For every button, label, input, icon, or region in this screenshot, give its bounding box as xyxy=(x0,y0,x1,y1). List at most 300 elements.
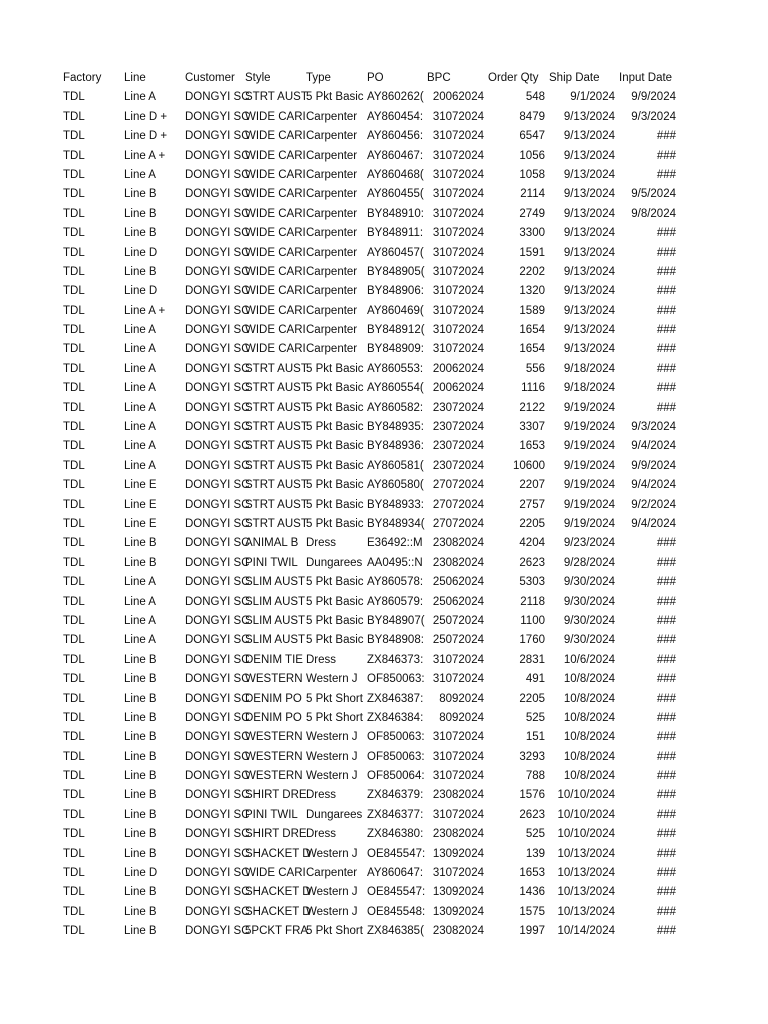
cell-style: WIDE CARI xyxy=(245,343,306,356)
cell-bpc: 23072024 xyxy=(432,459,484,472)
cell-bpc: 8092024 xyxy=(439,692,484,705)
cell-po: OF850063: xyxy=(367,731,425,744)
table-row xyxy=(0,767,768,786)
cell-bpc: 23072024 xyxy=(432,440,484,453)
cell-factory: TDL xyxy=(63,692,85,705)
cell-type: Dress xyxy=(306,537,337,550)
cell-po: ZX846385( xyxy=(367,925,424,938)
cell-input-date: 9/8/2024 xyxy=(631,207,676,220)
cell-order-qty: 139 xyxy=(525,847,545,860)
cell-factory: TDL xyxy=(63,886,85,899)
cell-factory: TDL xyxy=(63,673,85,686)
cell-type: 5 Pkt Short xyxy=(306,925,363,938)
cell-customer: DONGYI SC xyxy=(185,595,250,608)
cell-input-date: ### xyxy=(656,362,676,375)
cell-order-qty: 788 xyxy=(525,770,545,783)
cell-po: AY860468( xyxy=(367,168,424,181)
cell-line: Line A xyxy=(124,459,156,472)
cell-factory: TDL xyxy=(63,750,85,763)
cell-factory: TDL xyxy=(63,110,85,123)
cell-line: Line B xyxy=(124,265,157,278)
cell-input-date: ### xyxy=(656,265,676,278)
cell-input-date: 9/4/2024 xyxy=(631,517,676,530)
cell-style: WIDE CARI xyxy=(245,227,306,240)
cell-factory: TDL xyxy=(63,789,85,802)
cell-po: AY860454: xyxy=(367,110,424,123)
cell-order-qty: 1100 xyxy=(520,614,545,627)
table-row xyxy=(0,593,768,612)
cell-ship-date: 9/13/2024 xyxy=(563,168,615,181)
cell-bpc: 25072024 xyxy=(432,634,484,647)
cell-style: SHIRT DRE xyxy=(245,789,307,802)
cell-line: Line E xyxy=(124,498,157,511)
cell-input-date: 9/3/2024 xyxy=(631,421,676,434)
cell-input-date: ### xyxy=(656,789,676,802)
cell-line: Line B xyxy=(124,905,157,918)
cell-factory: TDL xyxy=(63,556,85,569)
cell-customer: DONGYI SC xyxy=(185,227,250,240)
cell-style: WIDE CARI xyxy=(245,149,306,162)
cell-factory: TDL xyxy=(63,188,85,201)
cell-customer: DONGYI SC xyxy=(185,673,250,686)
cell-bpc: 31072024 xyxy=(432,188,484,201)
cell-type: Western J xyxy=(306,886,358,899)
cell-ship-date: 9/13/2024 xyxy=(563,110,615,123)
table-row xyxy=(0,302,768,321)
cell-ship-date: 9/23/2024 xyxy=(563,537,615,550)
cell-po: ZX846384: xyxy=(367,711,424,724)
cell-type: Dress xyxy=(306,828,337,841)
cell-factory: TDL xyxy=(63,207,85,220)
cell-factory: TDL xyxy=(63,711,85,724)
cell-po: BY848933: xyxy=(367,498,424,511)
cell-input-date: 9/5/2024 xyxy=(631,188,676,201)
cell-customer: DONGYI SC xyxy=(185,847,250,860)
cell-input-date: 9/9/2024 xyxy=(631,91,676,104)
cell-customer: DONGYI SC xyxy=(185,401,250,414)
cell-po: BY848911: xyxy=(367,227,424,240)
cell-style: 5PCKT FRA xyxy=(245,925,309,938)
cell-po: AY860262( xyxy=(367,91,424,104)
cell-ship-date: 10/10/2024 xyxy=(557,808,615,821)
table-row xyxy=(0,360,768,379)
cell-ship-date: 9/19/2024 xyxy=(563,517,615,530)
cell-ship-date: 10/13/2024 xyxy=(557,847,615,860)
cell-type: Western J xyxy=(306,750,358,763)
cell-input-date: ### xyxy=(656,304,676,317)
cell-ship-date: 10/8/2024 xyxy=(563,750,615,763)
cell-order-qty: 491 xyxy=(525,673,545,686)
cell-style: WIDE CARI xyxy=(245,265,306,278)
cell-ship-date: 9/13/2024 xyxy=(563,343,615,356)
cell-input-date: 9/4/2024 xyxy=(631,479,676,492)
cell-ship-date: 9/13/2024 xyxy=(563,246,615,259)
cell-style: SLIM AUST xyxy=(245,634,306,647)
cell-po: ZX846379: xyxy=(367,789,424,802)
cell-customer: DONGYI SC xyxy=(185,110,250,123)
cell-input-date: ### xyxy=(656,886,676,899)
cell-po: OF850063: xyxy=(367,673,425,686)
cell-line: Line B xyxy=(124,227,157,240)
cell-ship-date: 9/19/2024 xyxy=(563,440,615,453)
cell-order-qty: 1654 xyxy=(519,324,545,337)
cell-customer: DONGYI SC xyxy=(185,362,250,375)
table-row xyxy=(0,554,768,573)
cell-customer: DONGYI SC xyxy=(185,808,250,821)
cell-bpc: 8092024 xyxy=(439,711,484,724)
cell-line: Line A xyxy=(124,382,156,395)
cell-style: WESTERN xyxy=(245,770,303,783)
cell-factory: TDL xyxy=(63,479,85,492)
cell-line: Line A xyxy=(124,421,156,434)
cell-order-qty: 1320 xyxy=(519,285,545,298)
cell-type: Carpenter xyxy=(306,130,358,143)
table-row xyxy=(0,185,768,204)
cell-type: 5 Pkt Basic xyxy=(306,421,364,434)
cell-type: 5 Pkt Basic xyxy=(306,382,364,395)
cell-bpc: 23082024 xyxy=(432,828,484,841)
table-row xyxy=(0,670,768,689)
cell-factory: TDL xyxy=(63,808,85,821)
cell-po: OE845547: xyxy=(367,847,426,860)
cell-style: STRT AUST xyxy=(245,498,308,511)
cell-style: STRT AUST xyxy=(245,440,308,453)
cell-customer: DONGYI SC xyxy=(185,285,250,298)
cell-ship-date: 10/6/2024 xyxy=(563,653,615,666)
cell-ship-date: 10/8/2024 xyxy=(563,711,615,724)
cell-input-date: ### xyxy=(656,149,676,162)
cell-line: Line B xyxy=(124,556,157,569)
cell-bpc: 23082024 xyxy=(432,537,484,550)
cell-input-date: ### xyxy=(656,168,676,181)
cell-line: Line B xyxy=(124,789,157,802)
cell-factory: TDL xyxy=(63,91,85,104)
cell-ship-date: 9/18/2024 xyxy=(563,362,615,375)
cell-factory: TDL xyxy=(63,440,85,453)
cell-style: SLIM AUST xyxy=(245,576,306,589)
cell-type: Carpenter xyxy=(306,110,358,123)
cell-bpc: 23072024 xyxy=(432,421,484,434)
cell-type: 5 Pkt Basic xyxy=(306,634,364,647)
cell-po: BY848912( xyxy=(367,324,425,337)
cell-customer: DONGYI SC xyxy=(185,479,250,492)
table-row xyxy=(0,282,768,301)
cell-po: AY860455( xyxy=(367,188,424,201)
cell-input-date: ### xyxy=(656,905,676,918)
table-row xyxy=(0,457,768,476)
header-order-qty: Order Qty xyxy=(488,72,539,84)
cell-po: AY860579: xyxy=(367,595,424,608)
cell-input-date: 9/4/2024 xyxy=(631,440,676,453)
cell-factory: TDL xyxy=(63,130,85,143)
cell-type: Carpenter xyxy=(306,188,358,201)
cell-line: Line D xyxy=(124,285,158,298)
cell-po: BY848909: xyxy=(367,343,424,356)
cell-style: SHACKET D xyxy=(245,847,311,860)
cell-order-qty: 3300 xyxy=(519,227,545,240)
cell-po: BY848907( xyxy=(367,614,425,627)
cell-factory: TDL xyxy=(63,324,85,337)
cell-type: Carpenter xyxy=(306,246,358,259)
cell-bpc: 25062024 xyxy=(432,595,484,608)
cell-po: BY848905( xyxy=(367,265,425,278)
table-row xyxy=(0,127,768,146)
header-po: PO xyxy=(367,72,384,84)
cell-factory: TDL xyxy=(63,828,85,841)
cell-order-qty: 1058 xyxy=(519,168,545,181)
cell-line: Line D + xyxy=(124,110,168,123)
cell-style: DENIM PO xyxy=(245,692,302,705)
cell-po: AY860582: xyxy=(367,401,424,414)
cell-bpc: 31072024 xyxy=(432,750,484,763)
cell-factory: TDL xyxy=(63,847,85,860)
table-body xyxy=(0,88,768,941)
cell-style: STRT AUST xyxy=(245,517,308,530)
cell-ship-date: 9/30/2024 xyxy=(563,576,615,589)
cell-ship-date: 9/13/2024 xyxy=(563,149,615,162)
cell-ship-date: 9/13/2024 xyxy=(563,130,615,143)
cell-customer: DONGYI SC xyxy=(185,750,250,763)
table-row xyxy=(0,88,768,107)
cell-style: WIDE CARI xyxy=(245,867,306,880)
cell-input-date: ### xyxy=(656,867,676,880)
cell-line: Line B xyxy=(124,847,157,860)
cell-style: WIDE CARI xyxy=(245,304,306,317)
table-row xyxy=(0,399,768,418)
cell-line: Line E xyxy=(124,479,157,492)
header-customer: Customer xyxy=(185,72,235,84)
cell-order-qty: 1575 xyxy=(519,905,545,918)
cell-type: Carpenter xyxy=(306,265,358,278)
table-row xyxy=(0,922,768,941)
cell-style: WIDE CARI xyxy=(245,246,306,259)
table-row xyxy=(0,147,768,166)
cell-order-qty: 2202 xyxy=(519,265,545,278)
header-ship-date: Ship Date xyxy=(549,72,600,84)
cell-order-qty: 2114 xyxy=(520,188,545,201)
cell-style: WIDE CARI xyxy=(245,285,306,298)
table-row xyxy=(0,205,768,224)
cell-po: OE845547: xyxy=(367,886,426,899)
cell-line: Line A + xyxy=(124,149,166,162)
cell-ship-date: 9/13/2024 xyxy=(563,207,615,220)
cell-input-date: ### xyxy=(656,925,676,938)
cell-style: WIDE CARI xyxy=(245,188,306,201)
cell-bpc: 20062024 xyxy=(432,362,484,375)
cell-po: AY860553: xyxy=(367,362,424,375)
cell-customer: DONGYI SC xyxy=(185,711,250,724)
table-row xyxy=(0,496,768,515)
cell-order-qty: 6547 xyxy=(519,130,545,143)
cell-bpc: 31072024 xyxy=(432,653,484,666)
cell-customer: DONGYI SC xyxy=(185,789,250,802)
cell-line: Line B xyxy=(124,711,157,724)
cell-customer: DONGYI SC xyxy=(185,149,250,162)
cell-customer: DONGYI SC xyxy=(185,498,250,511)
cell-style: PINI TWIL xyxy=(245,808,298,821)
cell-style: STRT AUST xyxy=(245,401,308,414)
cell-ship-date: 10/10/2024 xyxy=(557,828,615,841)
table-row xyxy=(0,612,768,631)
cell-style: STRT AUST xyxy=(245,362,308,375)
cell-style: SHIRT DRE xyxy=(245,828,307,841)
cell-line: Line B xyxy=(124,925,157,938)
cell-style: SLIM AUST xyxy=(245,595,306,608)
cell-style: DENIM PO xyxy=(245,711,302,724)
cell-order-qty: 4204 xyxy=(519,537,545,550)
cell-input-date: ### xyxy=(656,537,676,550)
cell-style: ANIMAL B xyxy=(245,537,299,550)
cell-customer: DONGYI SC xyxy=(185,440,250,453)
table-row xyxy=(0,321,768,340)
cell-factory: TDL xyxy=(63,265,85,278)
cell-line: Line A xyxy=(124,401,156,414)
cell-bpc: 23082024 xyxy=(432,789,484,802)
cell-type: 5 Pkt Basic xyxy=(306,479,364,492)
cell-ship-date: 10/14/2024 xyxy=(557,925,615,938)
cell-line: Line A xyxy=(124,576,156,589)
cell-order-qty: 2118 xyxy=(520,595,545,608)
cell-type: Dress xyxy=(306,789,337,802)
cell-order-qty: 1591 xyxy=(519,246,545,259)
cell-type: 5 Pkt Basic xyxy=(306,362,364,375)
cell-factory: TDL xyxy=(63,459,85,472)
cell-factory: TDL xyxy=(63,362,85,375)
cell-ship-date: 9/28/2024 xyxy=(563,556,615,569)
cell-bpc: 27072024 xyxy=(432,479,484,492)
table-row xyxy=(0,748,768,767)
cell-order-qty: 1654 xyxy=(519,343,545,356)
cell-customer: DONGYI SC xyxy=(185,634,250,647)
cell-customer: DONGYI SC xyxy=(185,421,250,434)
cell-type: Carpenter xyxy=(306,304,358,317)
cell-customer: DONGYI SC xyxy=(185,168,250,181)
cell-input-date: ### xyxy=(656,130,676,143)
cell-style: STRT AUST xyxy=(245,91,308,104)
cell-bpc: 31072024 xyxy=(432,227,484,240)
cell-factory: TDL xyxy=(63,382,85,395)
cell-type: Western J xyxy=(306,905,358,918)
cell-input-date: ### xyxy=(656,828,676,841)
cell-factory: TDL xyxy=(63,401,85,414)
cell-bpc: 31072024 xyxy=(432,304,484,317)
cell-bpc: 25072024 xyxy=(432,614,484,627)
table-row xyxy=(0,845,768,864)
cell-input-date: ### xyxy=(656,808,676,821)
cell-line: Line B xyxy=(124,207,157,220)
cell-line: Line A xyxy=(124,91,156,104)
cell-bpc: 31072024 xyxy=(432,246,484,259)
cell-order-qty: 525 xyxy=(525,828,545,841)
table-row xyxy=(0,534,768,553)
header-style: Style xyxy=(245,72,271,84)
cell-factory: TDL xyxy=(63,576,85,589)
cell-input-date: ### xyxy=(656,673,676,686)
cell-type: Western J xyxy=(306,673,358,686)
cell-bpc: 31072024 xyxy=(432,673,484,686)
cell-style: SHACKET D xyxy=(245,886,311,899)
cell-factory: TDL xyxy=(63,227,85,240)
spreadsheet xyxy=(0,69,768,942)
cell-line: Line A + xyxy=(124,304,166,317)
cell-input-date: ### xyxy=(656,731,676,744)
cell-bpc: 31072024 xyxy=(432,265,484,278)
cell-order-qty: 2623 xyxy=(519,808,545,821)
cell-bpc: 31072024 xyxy=(432,130,484,143)
cell-ship-date: 9/19/2024 xyxy=(563,401,615,414)
cell-ship-date: 9/30/2024 xyxy=(563,595,615,608)
cell-input-date: ### xyxy=(656,343,676,356)
table-row xyxy=(0,244,768,263)
cell-type: Dungarees xyxy=(306,556,363,569)
table-row xyxy=(0,728,768,747)
cell-ship-date: 9/13/2024 xyxy=(563,227,615,240)
cell-bpc: 25062024 xyxy=(432,576,484,589)
table-row xyxy=(0,108,768,127)
cell-line: Line B xyxy=(124,537,157,550)
cell-factory: TDL xyxy=(63,867,85,880)
cell-ship-date: 9/13/2024 xyxy=(563,188,615,201)
cell-input-date: ### xyxy=(656,401,676,414)
table-row xyxy=(0,224,768,243)
cell-po: ZX846377: xyxy=(367,808,424,821)
cell-factory: TDL xyxy=(63,285,85,298)
cell-po: ZX846387: xyxy=(367,692,424,705)
cell-ship-date: 10/10/2024 xyxy=(557,789,615,802)
cell-input-date: ### xyxy=(656,847,676,860)
cell-line: Line D xyxy=(124,246,158,259)
cell-factory: TDL xyxy=(63,614,85,627)
cell-order-qty: 1589 xyxy=(519,304,545,317)
cell-input-date: ### xyxy=(656,750,676,763)
header-input-date: Input Date xyxy=(619,72,673,84)
table-row xyxy=(0,263,768,282)
cell-type: 5 Pkt Basic xyxy=(306,459,364,472)
cell-factory: TDL xyxy=(63,653,85,666)
cell-bpc: 13092024 xyxy=(432,905,484,918)
cell-input-date: ### xyxy=(656,576,676,589)
cell-bpc: 31072024 xyxy=(432,324,484,337)
cell-po: E36492::M xyxy=(367,537,423,550)
table-row xyxy=(0,476,768,495)
cell-input-date: ### xyxy=(656,227,676,240)
cell-line: Line A xyxy=(124,634,156,647)
cell-style: STRT AUST xyxy=(245,479,308,492)
cell-line: Line B xyxy=(124,808,157,821)
cell-ship-date: 10/13/2024 xyxy=(557,905,615,918)
cell-style: SLIM AUST xyxy=(245,614,306,627)
cell-po: AY860469( xyxy=(367,304,424,317)
cell-po: BY848935: xyxy=(367,421,424,434)
cell-input-date: ### xyxy=(656,711,676,724)
cell-bpc: 31072024 xyxy=(432,731,484,744)
cell-customer: DONGYI SC xyxy=(185,265,250,278)
table-row xyxy=(0,690,768,709)
cell-input-date: ### xyxy=(656,692,676,705)
cell-line: Line B xyxy=(124,188,157,201)
cell-input-date: ### xyxy=(656,595,676,608)
cell-ship-date: 9/19/2024 xyxy=(563,498,615,511)
cell-style: STRT AUST xyxy=(245,421,308,434)
cell-input-date: ### xyxy=(656,634,676,647)
cell-order-qty: 1997 xyxy=(519,925,545,938)
cell-po: OF850063: xyxy=(367,750,425,763)
table-row xyxy=(0,786,768,805)
cell-ship-date: 9/30/2024 xyxy=(563,614,615,627)
table-row xyxy=(0,651,768,670)
cell-style: SHACKET D xyxy=(245,905,311,918)
cell-ship-date: 10/13/2024 xyxy=(557,886,615,899)
